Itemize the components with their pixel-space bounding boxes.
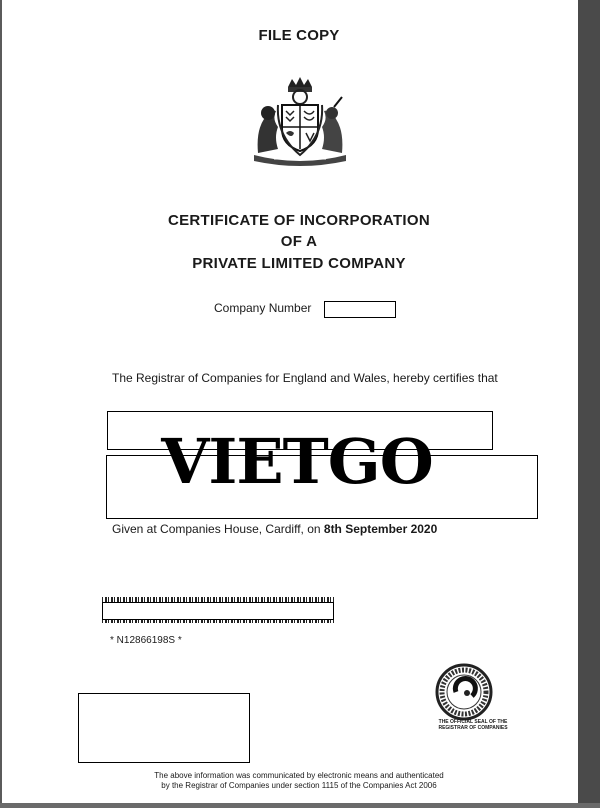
signature-redaction [78, 693, 250, 763]
given-at-day: 8th [323, 522, 342, 536]
viewer-bottom-edge [0, 803, 600, 808]
footer-line-2: by the Registrar of Companies under section 1115 of the Companies Act 2006 [161, 781, 437, 790]
certificate-page [2, 0, 578, 803]
company-number-label: Company Number [214, 301, 312, 315]
registrar-certification-text: The Registrar of Companies for England and Wales, hereby certifies that [112, 371, 498, 385]
vietgo-watermark: VIETGO [161, 425, 433, 498]
certificate-title-line-2: OF A [280, 233, 318, 250]
certificate-title-line-3: PRIVATE LIMITED COMPANY [192, 255, 406, 272]
given-at-statement [112, 522, 437, 536]
company-number-redaction [324, 301, 396, 318]
official-seal-icon [434, 662, 494, 722]
footer-line-1: The above information was communicated by electronic means and authenticated [154, 771, 444, 780]
barcode-number: * N12866198S * [110, 635, 182, 646]
given-at-month-year: September 2020 [341, 522, 438, 536]
file-copy-heading: FILE COPY [258, 27, 340, 44]
royal-coat-of-arms-icon [248, 75, 352, 167]
barcode [102, 597, 334, 623]
seal-caption: THE OFFICIAL SEAL OF THE REGISTRAR OF COMPANIES [438, 719, 508, 731]
certificate-title-line-1: CERTIFICATE OF INCORPORATION [167, 212, 430, 229]
viewer-right-edge [578, 0, 600, 808]
given-at-prefix: Given at Companies House, Cardiff, on [112, 522, 324, 536]
barcode-redaction [102, 602, 334, 620]
footer-note [2, 771, 596, 791]
